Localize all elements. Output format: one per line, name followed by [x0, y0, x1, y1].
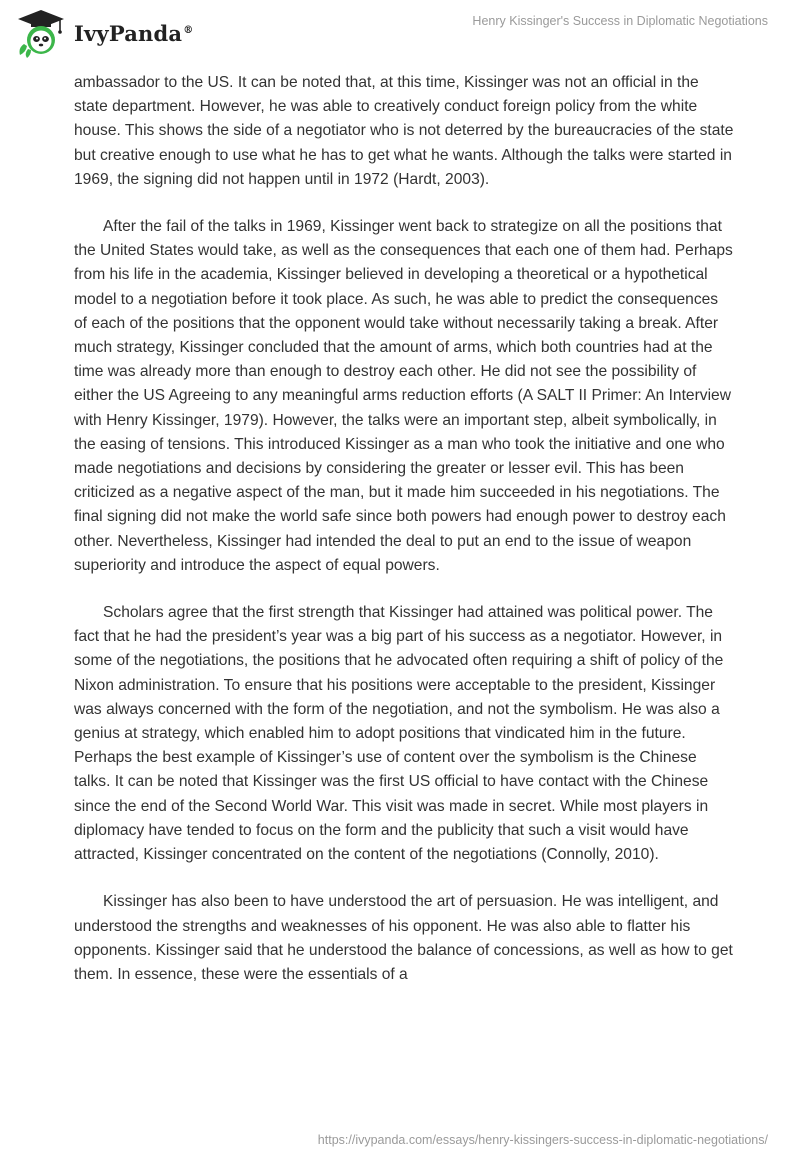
- paragraph-4: Kissinger has also been to have understood the art of persuasion. He was intelligent, and understood the strengths and weaknesses of his opponent. He was also able to flatter his opponents. Kissinger said that he understood the balance of concessions, as well as how to get them. In essence, these were the essentials of a: [74, 893, 733, 983]
- logo-wordmark: [74, 21, 193, 46]
- page-header: [0, 0, 800, 70]
- brand-name: IvyPanda: [74, 20, 183, 46]
- document-title: Henry Kissinger's Success in Diplomatic Negotiations: [472, 14, 768, 28]
- registered-mark: ®: [183, 24, 194, 36]
- paragraph-2: After the fail of the talks in 1969, Kissinger went back to strategize on all the positions that the United States would take, as well as the consequences that each one of them had. Perhaps from his life in the academia, Kissinger believed in developing a theoretical or a hypothetical model to a negotiation before it took place. As such, he was able to predict the consequences of each of the positions that the opponent would take without necessarily taking a break. After much strategy, Kissinger concluded that the amount of arms, which both countries had at the time was already more than enough to destroy each other. He did not see the possibility of either the US Agreeing to any meaningful arms reduction efforts (A SALT II Primer: An Interview with Henry Kissinger, 1979). However, the talks were an important step, albeit symbolically, in the easing of tensions. This introduced Kissinger as a man who took the initiative and one who made negotiations and decisions by considering the greater or lesser evil. This has been criticized as a negative aspect of the man, but it made him succeeded in his negotiations. The final signing did not make the world safe since both powers had enough power to destroy each other. Nevertheless, Kissinger had intended the deal to put an end to the issue of weapon superiority and introduce the aspect of equal powers.: [74, 218, 733, 574]
- essay-body: [74, 71, 734, 1010]
- panda-logo-icon: [14, 8, 68, 58]
- source-url[interactable]: https://ivypanda.com/essays/henry-kissingers-success-in-diplomatic-negotiations/: [317, 1133, 768, 1147]
- paragraph-3: Scholars agree that the first strength that Kissinger had attained was political power. The fact that he had the president’s year was a big part of his success as a negotiator. However, in some of the negotiations, the positions that he advocated often requiring a shift of policy of the Nixon administration. To ensure that his positions were acceptable to the president, Kissinger was always concerned with the form of the negotiation, and not the symbolism. He was also a genius at strategy, which enabled him to adopt positions that vindicated him in the future. Perhaps the best example of Kissinger’s use of content over the symbolism is the Chinese talks. It can be noted that Kissinger was the first US official to have contact with the Chinese since the end of the Second World War. This visit was made in secret. While most players in diplomacy have tended to focus on the form and the publicity that such a visit would have attracted, Kissinger concentrated on the content of the negotiations (Connolly, 2010).: [74, 604, 724, 864]
- ivypanda-logo[interactable]: [14, 8, 193, 58]
- paragraph-1: ambassador to the US. It can be noted that, at this time, Kissinger was not an official in the state department. However, he was able to creatively conduct foreign policy from the white house. This shows the side of a negotiator who is not deterred by the bureaucracies of the state but creative enough to use what he has to get what he wants. Although the talks were started in 1969, the signing did not happen until in 1972 (Hardt, 2003).: [74, 74, 734, 188]
